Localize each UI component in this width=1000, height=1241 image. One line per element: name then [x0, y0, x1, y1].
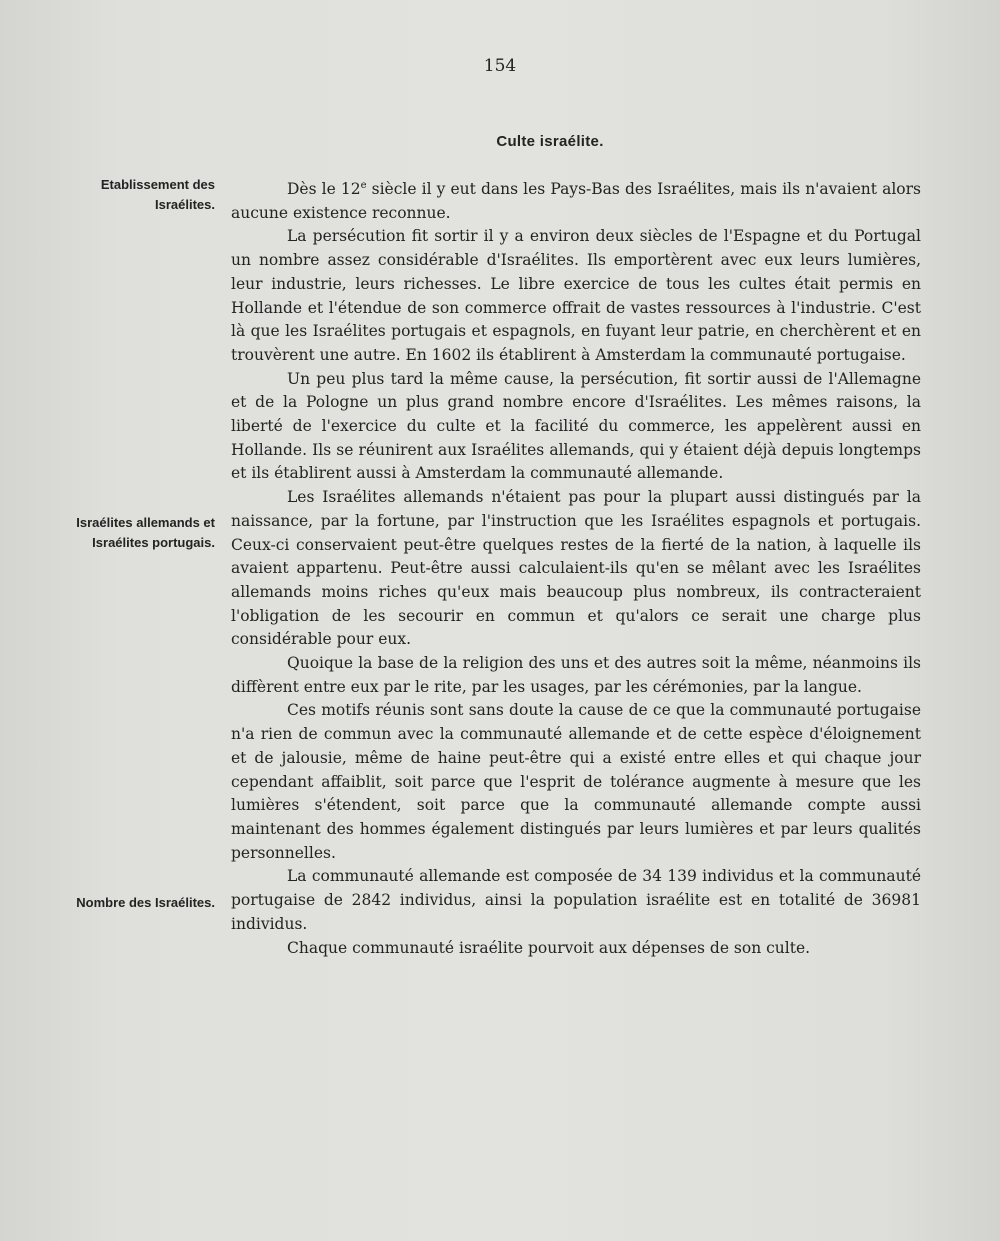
paragraph: La communauté allemande est composée de 34 139 individus et la communauté portugaise de 2842 individus, ainsi la population israélite est en totalité de 36981 individus. — [231, 867, 921, 933]
margin-note-establishment: Etablissement des Israélites. — [100, 177, 215, 212]
body-text — [231, 178, 921, 960]
margin-note-german-portuguese: Israélites allemands et Israélites portugais. — [76, 515, 215, 550]
section-title: Culte israélite. — [496, 133, 604, 150]
paragraph: La persécution fit sortir il y a environ deux siècles de l'Espagne et du Portugal un nombre assez considérable d'Israélites. Ils emportèrent avec eux leurs lumières, leur industrie, leurs richesses. Le libre exercice de tous les cultes était permis en Hollande et l'étendue de son commerce offrait de vastes ressources à l'industrie. C'est là que les Israélites portugais et espagnols, en fuyant leur patrie, en cherchèrent et en trouvèrent une autre. En 1602 ils établirent à Amsterdam la communauté portugaise. — [231, 227, 921, 364]
paragraph: Ces motifs réunis sont sans doute la cause de ce que la communauté portugaise n'a rien de commun avec la communauté allemande et de cette espèce d'éloignement et de jalousie, même de haine peut-être qui a existé entre elles et qui chaque jour cependant affaiblit, soit parce que l'esprit de tolérance augmente à mesure que les lumières s'étendent, soit parce que la communauté allemande compte aussi maintenant des hommes également distingués par leurs lumières et par leurs qualités personnelles. — [231, 701, 921, 862]
page-number: 154 — [483, 56, 517, 76]
paragraph: Un peu plus tard la même cause, la persécution, fit sortir aussi de l'Allemagne et de la Pologne un plus grand nombre encore d'Israélites. Les mêmes raisons, la liberté de l'exercice du culte et la facilité du commerce, les appelèrent aussi en Hollande. Ils se réunirent aux Israélites allemands, qui y étaient déjà depuis longtemps et ils établirent aussi à Amsterdam la communauté allemande. — [231, 369, 921, 483]
paragraph: Quoique la base de la religion des uns et des autres soit la même, néanmoins ils diffèrent entre eux par le rite, par les usages, par les cérémonies, par la langue. — [231, 654, 921, 696]
paragraph: Les Israélites allemands n'étaient pas pour la plupart aussi distingués par la naissance, par la fortune, par l'instruction que les Israélites espagnols et portugais. Ceux-ci conservaient peut-être quelques restes de la fierté de la nation, à laquelle ils avaient appartenu. Peut-être aussi calculaient-ils qu'en se mêlant avec les Israélites allemands moins riches qu'eux mais beaucoup plus nombreux, ils contracteraient l'obligation de les secourir en commun et qu'alors ce serait une charge plus considérable pour eux. — [231, 488, 921, 649]
paragraph: Dès le 12e siècle il y eut dans les Pays-Bas des Israélites, mais ils n'avaient alors aucune existence reconnue. — [231, 179, 922, 222]
margin-note-number: Nombre des Israélites. — [76, 895, 215, 910]
paragraph: Chaque communauté israélite pourvoit aux dépenses de son culte. — [287, 938, 811, 957]
